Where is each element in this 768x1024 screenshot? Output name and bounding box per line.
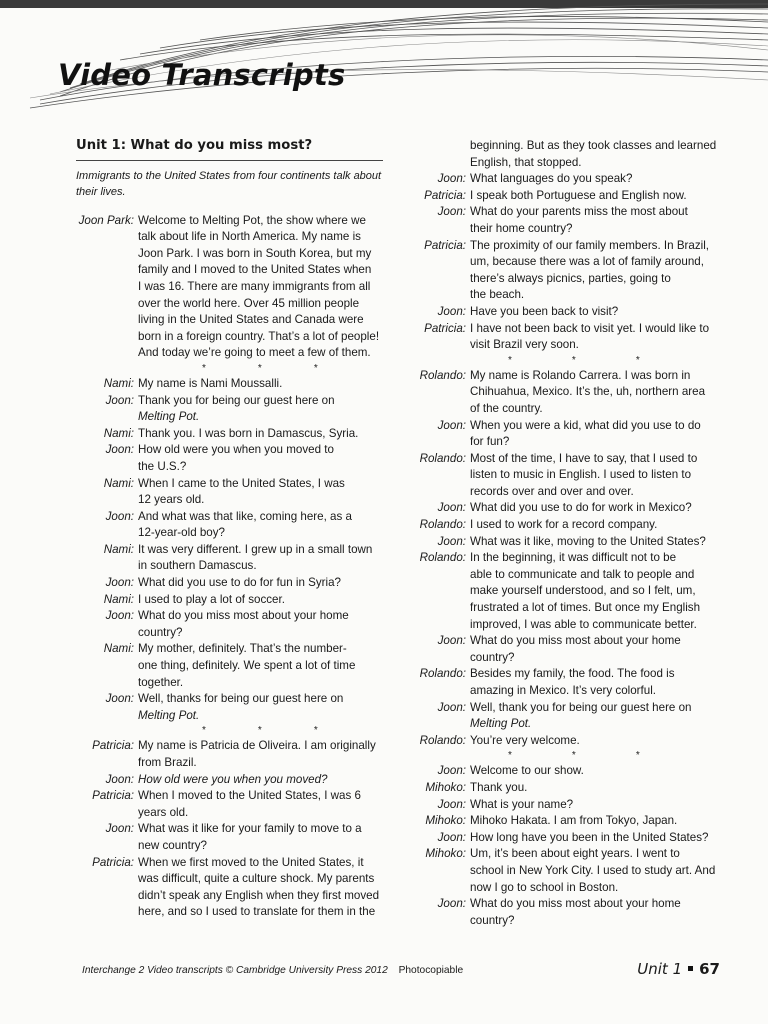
- unit-title: Unit 1: What do you miss most?: [76, 138, 383, 161]
- dialogue-continuation: English, that stopped.: [470, 155, 582, 169]
- speaker-name: Joon:: [437, 634, 466, 648]
- dialogue-text: And what was that like, coming here, as a: [138, 509, 352, 523]
- dialogue-text: It was very different. I grew up in a small town: [138, 542, 373, 556]
- dialogue-continuation: 12-year-old boy?: [138, 526, 226, 540]
- transcript-line: [410, 451, 728, 468]
- dialogue-text: Thank you.: [470, 780, 528, 794]
- square-bullet-icon: [688, 966, 693, 971]
- dialogue-text: What do your parents miss the most about: [470, 205, 688, 219]
- dialogue-text: Mihoko Hakata. I am from Tokyo, Japan.: [470, 814, 678, 828]
- dialogue-continuation: um, because there was a lot of family around,: [470, 255, 704, 269]
- speaker-name: Joon:: [437, 700, 466, 714]
- dialogue-continuation: Chihuahua, Mexico. It’s the, uh, northern area: [470, 385, 706, 399]
- speaker-name: Nami:: [103, 476, 134, 490]
- dialogue-text: What did you use to do for fun in Syria?: [138, 576, 342, 590]
- dialogue-continuation: frustrated a lot of times. But once my English: [470, 601, 701, 615]
- speaker-name: Mihoko:: [425, 814, 466, 828]
- star-icon: *: [257, 362, 262, 374]
- star-icon: *: [571, 354, 576, 366]
- dialogue-text: I used to play a lot of soccer.: [138, 592, 285, 606]
- section-divider-stars: [76, 724, 388, 738]
- transcript-line: [410, 517, 728, 534]
- transcript-line: [76, 542, 388, 559]
- speaker-name: Joon:: [437, 897, 466, 911]
- dialogue-continuation: was difficult, quite a culture shock. My parents: [138, 872, 375, 886]
- speaker-name: Joon:: [105, 822, 134, 836]
- star-icon: *: [635, 750, 640, 762]
- speaker-name: Joon:: [105, 576, 134, 590]
- dialogue-continuation: of the country.: [470, 401, 543, 415]
- dialogue-text: What do you miss most about your home: [470, 897, 681, 911]
- transcript-line: [76, 641, 388, 658]
- dialogue-text: Besides my family, the food. The food is: [470, 667, 675, 681]
- left-transcript: [76, 213, 388, 921]
- transcript-line: [76, 376, 388, 393]
- speaker-name: Joon:: [105, 393, 134, 407]
- dialogue-text: The proximity of our family members. In Brazil,: [470, 238, 710, 252]
- page-number: [637, 960, 720, 978]
- dialogue-continuation: records over and over and over.: [470, 484, 634, 498]
- section-divider-stars: [410, 749, 728, 763]
- speaker-name: Rolando:: [419, 733, 466, 747]
- speaker-name: Joon:: [437, 501, 466, 515]
- speaker-name: Joon Park:: [78, 213, 134, 227]
- speaker-name: Rolando:: [419, 551, 466, 565]
- dialogue-continuation: family and I moved to the United States when: [138, 263, 372, 277]
- transcript-line: [410, 321, 728, 338]
- speaker-name: Joon:: [437, 172, 466, 186]
- dialogue-continuation: improved, I was able to communicate better.: [470, 617, 697, 631]
- transcript-line: [410, 418, 728, 435]
- speaker-name: Joon:: [437, 534, 466, 548]
- section-divider-stars: [76, 362, 388, 376]
- speaker-name: Nami:: [103, 542, 134, 556]
- dialogue-continuation: together.: [138, 675, 184, 689]
- transcript-line: [410, 534, 728, 551]
- transcript-line: [76, 788, 388, 805]
- dialogue-continuation: Joon Park. I was born in South Korea, but my: [138, 246, 372, 260]
- speaker-name: Patricia:: [92, 739, 134, 753]
- dialogue-text: What was it like for your family to move to a: [138, 822, 362, 836]
- dialogue-text: My name is Patricia de Oliveira. I am originally: [138, 739, 376, 753]
- speaker-name: Joon:: [105, 443, 134, 457]
- credit-text: Interchange 2 Video transcripts © Cambridge University Press 2012: [82, 965, 388, 976]
- star-icon: *: [202, 362, 206, 374]
- header-banner: [0, 0, 768, 110]
- dialogue-continuation: from Brazil.: [138, 756, 197, 769]
- dialogue-text: You’re very welcome.: [470, 733, 580, 747]
- dialogue-continuation: 12 years old.: [138, 493, 205, 507]
- dialogue-text: Welcome to Melting Pot, the show where we: [138, 213, 366, 227]
- transcript-line: [410, 188, 728, 205]
- transcript-line: [76, 213, 388, 230]
- star-icon: *: [257, 725, 262, 737]
- speaker-name: Mihoko:: [425, 780, 466, 794]
- dialogue-text: When I moved to the United States, I was 6: [138, 789, 361, 803]
- dialogue-text: In the beginning, it was difficult not to be: [470, 551, 677, 565]
- dialogue-text: How old were you when you moved?: [138, 772, 328, 786]
- wave-lines-decoration: [0, 0, 768, 110]
- dialogue-text: My mother, definitely. That’s the number-: [138, 642, 347, 656]
- transcript-line: [76, 738, 388, 755]
- dialogue-continuation: Melting Pot.: [138, 708, 200, 722]
- dialogue-text: What do you miss most about your home: [138, 609, 349, 623]
- transcript-line: [410, 813, 728, 830]
- transcript-line: [76, 509, 388, 526]
- dialogue-continuation: talk about life in North America. My name is: [138, 230, 361, 244]
- transcript-line: [410, 238, 728, 255]
- dialogue-text: Well, thanks for being our guest here on: [138, 692, 344, 706]
- dialogue-continuation: the beach.: [470, 288, 525, 302]
- dialogue-text: What do you miss most about your home: [470, 634, 681, 648]
- speaker-name: Joon:: [437, 304, 466, 318]
- transcript-line: [410, 846, 728, 863]
- speaker-name: Nami:: [103, 592, 134, 606]
- transcript-line: [410, 797, 728, 814]
- dialogue-text: Um, it’s been about eight years. I went to: [470, 847, 680, 861]
- star-icon: *: [313, 362, 318, 374]
- speaker-name: Nami:: [103, 376, 134, 390]
- dialogue-text: Welcome to our show.: [470, 764, 584, 778]
- dialogue-continuation: visit Brazil very soon.: [470, 338, 579, 352]
- dialogue-continuation: country?: [138, 625, 183, 639]
- dialogue-text: Thank you for being our guest here on: [138, 393, 335, 407]
- speaker-name: Nami:: [103, 642, 134, 656]
- dialogue-continuation: I was 16. There are many immigrants from all: [138, 279, 371, 293]
- dialogue-text: Have you been back to visit?: [470, 304, 619, 318]
- dialogue-continuation: their home country?: [470, 221, 573, 235]
- transcript-line: [76, 608, 388, 625]
- dialogue-continuation: Melting Pot.: [470, 717, 532, 731]
- page-number-value: 67: [699, 960, 720, 978]
- transcript-line: [410, 733, 728, 750]
- transcript-line: [76, 442, 388, 459]
- speaker-name: Rolando:: [419, 518, 466, 532]
- dialogue-text: I used to work for a record company.: [470, 518, 658, 532]
- footer-credit: [82, 965, 463, 976]
- dialogue-continuation: for fun?: [470, 435, 510, 449]
- speaker-name: Rolando:: [419, 368, 466, 382]
- transcript-line: [410, 500, 728, 517]
- transcript-line: [410, 830, 728, 847]
- star-icon: *: [202, 725, 206, 737]
- star-icon: *: [313, 725, 318, 737]
- speaker-name: Mihoko:: [425, 847, 466, 861]
- transcript-line: [76, 426, 388, 443]
- speaker-name: Patricia:: [424, 238, 466, 252]
- section-divider-stars: [410, 354, 728, 368]
- speaker-name: Rolando:: [419, 667, 466, 681]
- dialogue-text: What languages do you speak?: [470, 172, 633, 186]
- transcript-line: [410, 304, 728, 321]
- dialogue-text: My name is Nami Moussalli.: [138, 376, 283, 390]
- right-transcript: [410, 138, 728, 929]
- transcript-line: [76, 476, 388, 493]
- star-icon: *: [635, 354, 640, 366]
- transcript-line: [76, 575, 388, 592]
- transcript-line: [410, 171, 728, 188]
- dialogue-text: My name is Rolando Carrera. I was born in: [470, 368, 691, 382]
- dialogue-continuation: in southern Damascus.: [138, 559, 257, 573]
- speaker-name: Patricia:: [424, 321, 466, 335]
- intro-text: Immigrants to the United States from four continents talk about their lives.: [76, 169, 382, 198]
- dialogue-continuation: school in New York City. I used to study art. And: [470, 863, 716, 877]
- dialogue-continuation: one thing, definitely. We spent a lot of time: [138, 659, 356, 673]
- transcript-line: [410, 550, 728, 567]
- transcript-line: [76, 592, 388, 609]
- dialogue-continuation: able to communicate and talk to people and: [470, 567, 695, 581]
- speaker-name: Patricia:: [424, 188, 466, 202]
- speaker-name: Joon:: [437, 418, 466, 432]
- transcript-line: [410, 780, 728, 797]
- dialogue-text: How old were you when you moved to: [138, 443, 334, 457]
- dialogue-text: Thank you. I was born in Damascus, Syria.: [138, 426, 359, 440]
- transcript-line: [76, 821, 388, 838]
- dialogue-text: I speak both Portuguese and English now.: [470, 188, 687, 202]
- dialogue-text: Well, thank you for being our guest here on: [470, 700, 692, 714]
- dialogue-text: Most of the time, I have to say, that I used to: [470, 451, 698, 465]
- dialogue-continuation: years old.: [138, 805, 189, 819]
- dialogue-text: When you were a kid, what did you use to do: [470, 418, 701, 432]
- dialogue-continuation: country?: [470, 913, 515, 927]
- dialogue-continuation: listen to music in English. I used to listen to: [470, 468, 692, 482]
- speaker-name: Joon:: [105, 509, 134, 523]
- transcript-line: [410, 666, 728, 683]
- dialogue-continuation: living in the United States and Canada were: [138, 313, 364, 327]
- speaker-name: Joon:: [437, 205, 466, 219]
- speaker-name: Patricia:: [92, 855, 134, 869]
- dialogue-text: What is your name?: [470, 797, 574, 811]
- speaker-name: Patricia:: [92, 789, 134, 803]
- transcript-line: [410, 368, 728, 385]
- dialogue-continuation: make yourself understood, and so I felt, um,: [470, 584, 696, 598]
- dialogue-continuation: the U.S.?: [138, 459, 187, 473]
- star-icon: *: [508, 354, 512, 366]
- speaker-name: Joon:: [105, 772, 134, 786]
- dialogue-continuation: now I go to school in Boston.: [470, 880, 619, 894]
- speaker-name: Nami:: [103, 426, 134, 440]
- transcript-line: [410, 896, 728, 913]
- transcript-line: [410, 204, 728, 221]
- dialogue-continuation: here, and so I used to translate for them in the: [138, 905, 376, 919]
- dialogue-text: How long have you been in the United States?: [470, 830, 709, 844]
- transcript-line: [410, 633, 728, 650]
- dialogue-text: When we first moved to the United States, it: [138, 855, 364, 869]
- dialogue-continuation: there’s always picnics, parties, going to: [470, 271, 671, 285]
- speaker-name: Joon:: [105, 692, 134, 706]
- transcript-line: [76, 691, 388, 708]
- speaker-name: Rolando:: [419, 451, 466, 465]
- transcript-line: [410, 763, 728, 780]
- dialogue-text: What was it like, moving to the United States?: [470, 534, 706, 548]
- speaker-name: Joon:: [437, 797, 466, 811]
- left-column: [76, 138, 388, 921]
- dialogue-continuation: Melting Pot.: [138, 410, 200, 424]
- speaker-name: Joon:: [105, 609, 134, 623]
- star-icon: *: [508, 750, 512, 762]
- transcript-line: [76, 772, 388, 789]
- right-column: [410, 138, 728, 929]
- dialogue-continuation: beginning. But as they took classes and learned: [470, 139, 717, 152]
- star-icon: *: [571, 750, 576, 762]
- page-title: Video Transcripts: [58, 58, 346, 92]
- speaker-name: Joon:: [437, 830, 466, 844]
- dialogue-text: When I came to the United States, I was: [138, 476, 345, 490]
- dialogue-continuation: born in a foreign country. That’s a lot of people!: [138, 329, 380, 343]
- dialogue-continuation: over the world here. Over 45 million people: [138, 296, 360, 310]
- dialogue-continuation: didn’t speak any English when they first moved: [138, 888, 380, 902]
- dialogue-continuation: amazing in Mexico. It’s very colorful.: [470, 684, 656, 697]
- transcript-line: [76, 855, 388, 872]
- transcript-line: [410, 700, 728, 717]
- dialogue-continuation: new country?: [138, 838, 207, 852]
- unit-label: Unit 1: [637, 960, 683, 978]
- dialogue-continuation: country?: [470, 650, 515, 664]
- photocopiable-label: Photocopiable: [398, 965, 464, 976]
- dialogue-text: I have not been back to visit yet. I would like to: [470, 321, 710, 335]
- speaker-name: Joon:: [437, 764, 466, 778]
- transcript-line: [76, 393, 388, 410]
- dialogue-text: What did you use to do for work in Mexico?: [470, 501, 692, 515]
- dialogue-continuation: And today we’re going to meet a few of them.: [138, 346, 371, 360]
